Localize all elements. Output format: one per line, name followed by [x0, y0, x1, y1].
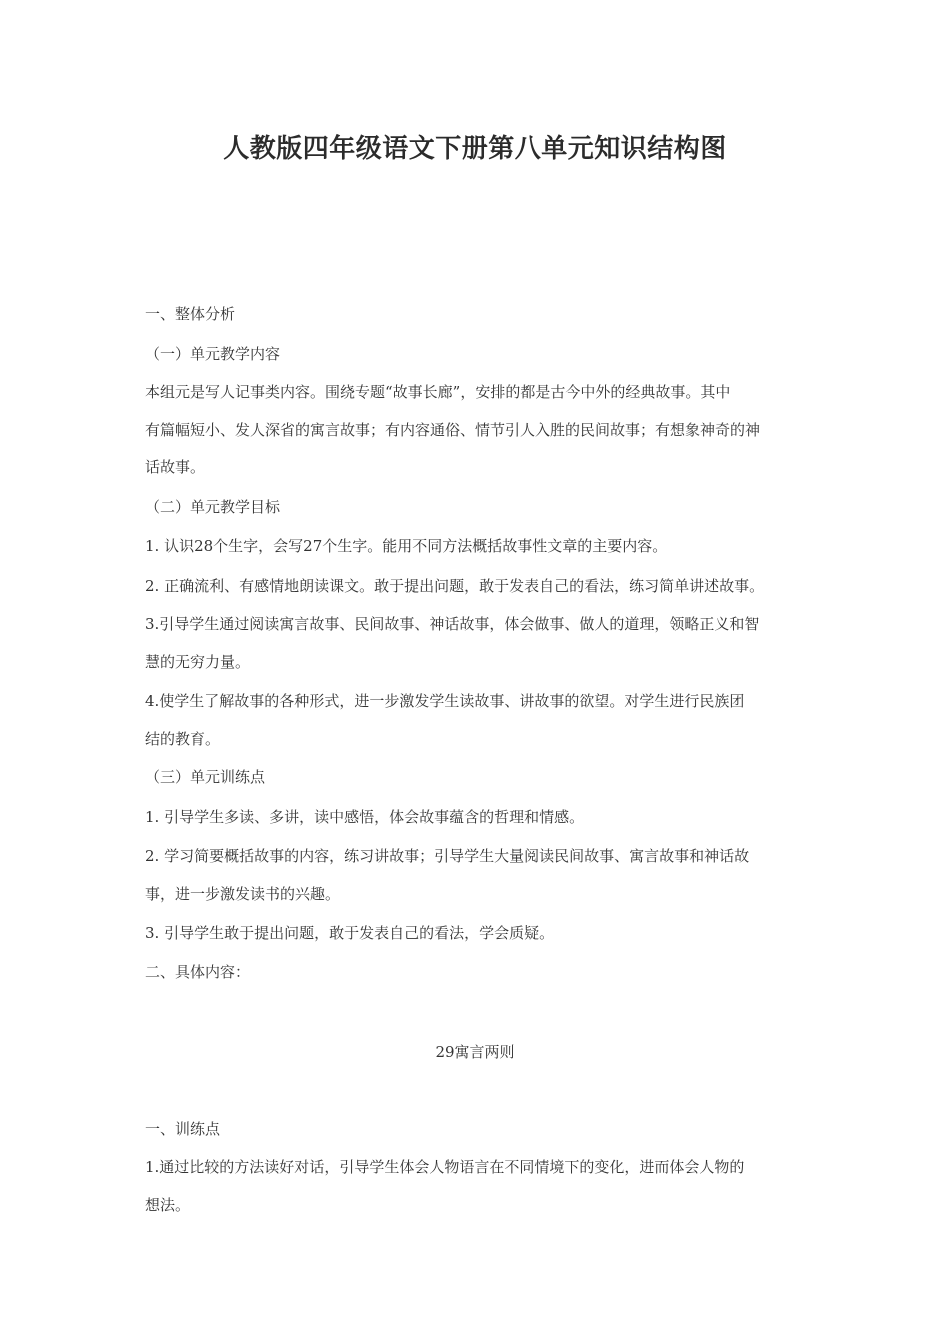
training-item: 2. 学习简要概括故事的内容，练习讲故事；引导学生大量阅读民间故事、寓言故事和神话故 — [145, 847, 750, 865]
subheading-training-points: （三）单元训练点 — [145, 768, 266, 786]
subheading-unit-content: （一）单元教学内容 — [145, 345, 281, 363]
training-item: 3. 引导学生敢于提出问题，敢于发表自己的看法，学会质疑。 — [145, 924, 555, 942]
lesson-section-heading: 一、训练点 — [145, 1120, 221, 1138]
lesson-item-continued: 想法。 — [145, 1196, 191, 1214]
goal-item: 3.引导学生通过阅读寓言故事、民间故事、神话故事，体会做事、做人的道理，领略正义和智 — [145, 615, 760, 633]
goal-item-continued: 结的教育。 — [145, 730, 221, 748]
training-item: 1. 引导学生多读、多讲，读中感悟，体会故事蕴含的哲理和情感。 — [145, 808, 585, 826]
paragraph-line: 本组元是写人记事类内容。围绕专题“故事长廊”，安排的都是古今中外的经典故事。其中 — [145, 383, 731, 401]
document-title: 人教版四年级语文下册第八单元知识结构图 — [223, 134, 727, 164]
lesson-title: 29寓言两则 — [435, 1043, 515, 1061]
goal-item: 2. 正确流利、有感情地朗读课文。敢于提出问题，敢于发表自己的看法，练习简单讲述故事。 — [145, 577, 765, 595]
section-heading-specific-content: 二、具体内容： — [145, 963, 251, 981]
goal-item-continued: 慧的无穷力量。 — [145, 653, 251, 671]
goal-item: 1. 认识28个生字，会写27个生字。能用不同方法概括故事性文章的主要内容。 — [145, 537, 668, 555]
paragraph-line: 有篇幅短小、发人深省的寓言故事；有内容通俗、情节引人入胜的民间故事；有想象神奇的神 — [145, 421, 761, 439]
goal-item: 4.使学生了解故事的各种形式，进一步激发学生读故事、讲故事的欲望。对学生进行民族团 — [145, 692, 745, 710]
subheading-unit-goals: （二）单元教学目标 — [145, 498, 281, 516]
training-item-continued: 事，进一步激发读书的兴趣。 — [145, 885, 341, 903]
paragraph-line: 话故事。 — [145, 458, 206, 476]
lesson-item: 1.通过比较的方法读好对话，引导学生体会人物语言在不同情境下的变化，进而体会人物的 — [145, 1158, 745, 1176]
section-heading-overall-analysis: 一、整体分析 — [145, 305, 236, 323]
